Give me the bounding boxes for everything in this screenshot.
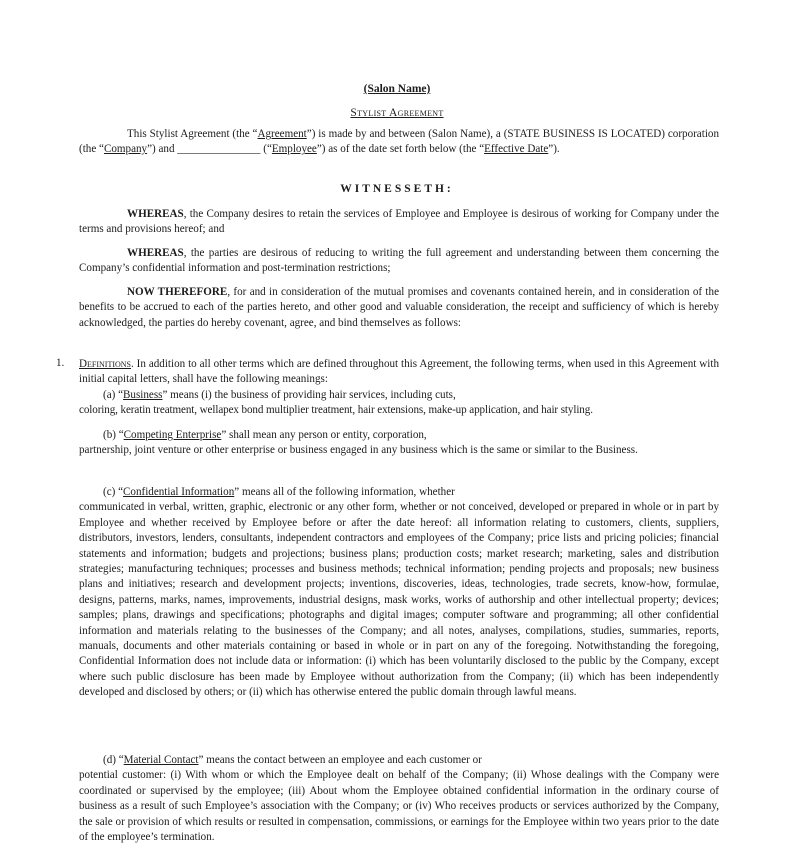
definition-material-contact: (d) “Material Contact” means the contact between an employee and each customer or potential customer: (i) With whom or which the Employee dealt on behalf of the Company; (ii) Whose dealings with the Company were coordinated or supervised by the employee; (iii) About whom the Employee obtained confidential information in the ordinary course of business as a result of such Employee’s association with the Company; or (iv) Who receives products or services authorized by the Company, the sale or provision of which results or resulted in compensation, commissions, or earnings for the Employee within two years prior to the date of the employee’s termination. [79, 754, 719, 844]
intro-paragraph: This Stylist Agreement (the “Agreement”) is made by and between (Salon Name), a (STATE BUSINESS IS LOCATED) corporation (the “Company”) and _______________ (“Employee”) as of the date set forth below (the “Effective Date”). [79, 128, 719, 156]
definition-business: (a) “Business” means (i) the business of providing hair services, including cuts, coloring, keratin treatment, wellapex bond multiplier treatment, hair extensions, make-up application, and hair styling. [79, 389, 593, 417]
witnesseth-heading: WITNESSETH: [340, 183, 454, 195]
now-therefore-paragraph: NOW THEREFORE, for and in consideration of the mutual promises and covenants contained herein, and in consideration of the benefits to be accrued to each of the parties hereto, and other good and valuable consideration, the receipt and sufficiency of which is hereby acknowledged, the parties do hereby covenant, agree, and bind themselves as follows: [79, 286, 719, 329]
whereas-paragraph-2: WHEREAS, the parties are desirous of reducing to writing the full agreement and understanding between them concerning the Company’s confidential information and post-termination restrictions; [79, 247, 719, 275]
agreement-term: Agreement [257, 128, 307, 140]
salon-name-heading: (Salon Name) [363, 83, 431, 95]
definitions-heading: Definitions [79, 358, 132, 370]
company-term: Company [103, 143, 148, 156]
definition-competing-enterprise: (b) “Competing Enterprise” shall mean any person or entity, corporation, partnership, joint venture or other enterprise or business engaged in any business which is the same or similar to the Business. [79, 429, 638, 457]
whereas-paragraph-1: WHEREAS, the Company desires to retain the services of Employee and Employee is desirous of working for Company under the terms and provisions hereof; and [79, 208, 719, 236]
definitions-paragraph: Definitions. In addition to all other terms which are defined throughout this Agreement, the following terms, when used in this Agreement with initial capital letters, shall have the following meanings: [79, 358, 719, 386]
agreement-title: Stylist Agreement [350, 107, 444, 119]
effective-date-term: Effective Date [484, 143, 549, 156]
section-number: 1. [56, 357, 65, 369]
definition-confidential-information: (c) “Confidential Information” means all of the following information, whether communicated in verbal, written, graphic, electronic or any other form, whether or not conceived, developed or prepared in whole or in part by Employee and whether received by Employee before or after the date hereof: all information relating to customers, clients, suppliers, distributors, investors, lenders, consultants, independent contractors and employees of the Company; price lists and pricing policies; financial statements and information; budgets and projections; business plans; production costs; market research; marketing, sales and distribution strategies; manufacturing techniques; processes and business methods; technical information; pending projects and proposals; new business plans and initiatives; research and development projects; inventions, discoveries, ideas, technologies, trade secrets, know-how, formulae, designs, patterns, marks, names, improvements, industrial designs, mask works, works of authorship and other intellectual property; devices; samples; plans, drawings and specifications; photographs and digital images; computer software and programming; all other confidential information and materials relating to the businesses of the Company; and all notes, analyses, compilations, studies, summaries, reports, manuals, documents and other materials containing or based in whole or in part on any of the foregoing. Notwithstanding the foregoing, Confidential Information does not include data or information: (i) which has been voluntarily disclosed to the public by the Company, except where such public disclosure has been made by Employee without authorization from the Company; (ii) which has been independently developed and disclosed by others; or (ii) which has otherwise entered the public domain through lawful means. [79, 486, 719, 699]
employee-term: Employee [271, 143, 317, 156]
